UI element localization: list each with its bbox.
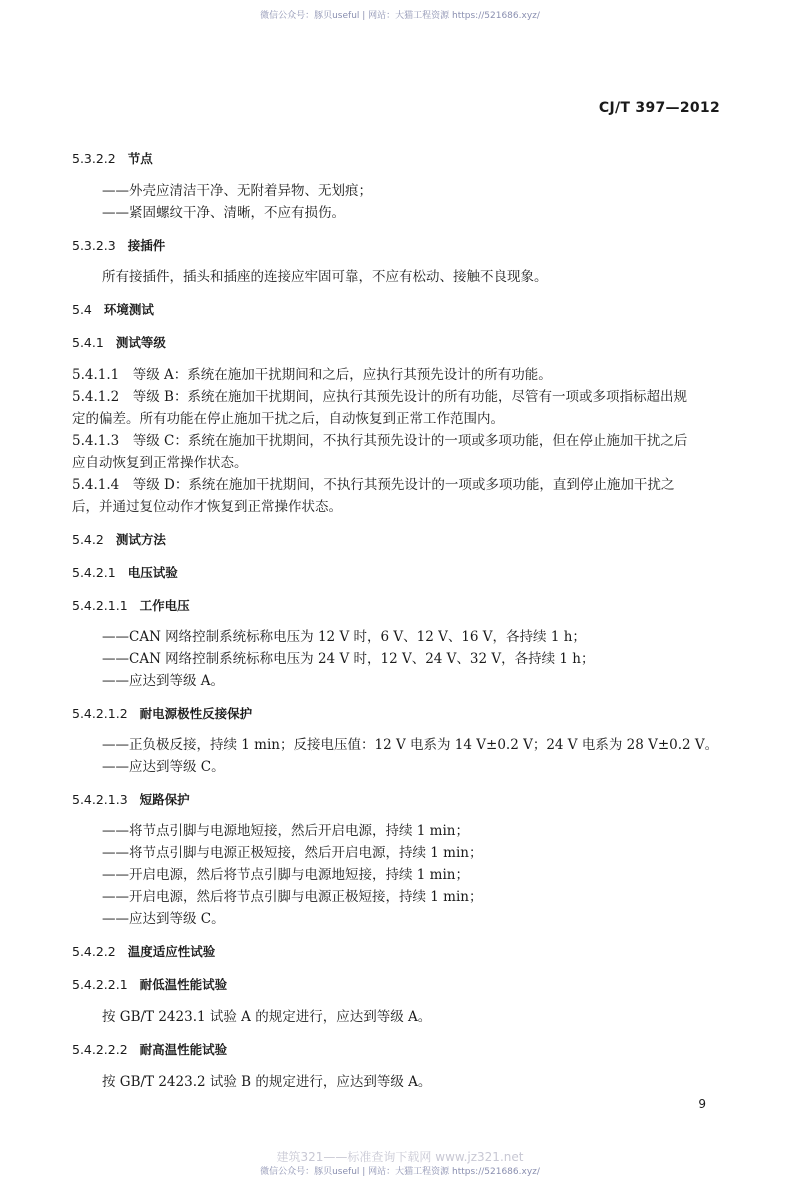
heading-5-3-2-3	[72, 237, 165, 255]
heading-5-4-2-1-3	[72, 791, 190, 809]
heading-title: 测试方法	[115, 532, 166, 547]
list-item: ——应达到等级 A。	[102, 673, 225, 689]
heading-number: 5.3.2.2	[72, 151, 116, 166]
heading-title: 环境测试	[103, 302, 154, 317]
heading-number: 5.4.1	[72, 335, 104, 350]
standard-number: CJ/T 397—2012	[598, 100, 720, 116]
heading-number: 5.4.2.1.1	[72, 598, 128, 613]
paragraph-5-4-1-4: 5.4.1.4 等级 D：系统在施加干扰期间，不执行其预先设计的一项或多项功能，直到停止施加干扰之	[72, 477, 675, 493]
heading-number: 5.4.2.2	[72, 944, 116, 959]
list-item: ——将节点引脚与电源地短接，然后开启电源，持续 1 min；	[102, 823, 469, 839]
paragraph: 按 GB/T 2423.2 试验 B 的规定进行，应达到等级 A。	[102, 1074, 432, 1090]
heading-title: 工作电压	[139, 598, 190, 613]
watermark-bottom: 微信公众号：豚贝useful | 网站：大猫工程资源 https://521686.xyz/	[260, 1167, 540, 1177]
heading-number: 5.3.2.3	[72, 238, 116, 253]
heading-5-4-2	[72, 531, 166, 549]
paragraph-5-4-1-2: 5.4.1.2 等级 B：系统在施加干扰期间，应执行其预先设计的所有功能，尽管有一项或多项指标超出规	[72, 389, 687, 405]
heading-number: 5.4.2	[72, 532, 104, 547]
heading-number: 5.4.2.1.3	[72, 792, 128, 807]
heading-title: 温度适应性试验	[127, 944, 216, 959]
list-item: ——应达到等级 C。	[102, 911, 225, 927]
heading-number: 5.4.2.1	[72, 565, 116, 580]
list-item: ——正负极反接，持续 1 min；反接电压值：12 V 电系为 14 V±0.2 V；24 V 电系为 28 V±0.2 V。	[102, 737, 719, 753]
heading-title: 测试等级	[115, 335, 166, 350]
page-number: 9	[698, 1097, 706, 1111]
watermark-top: 微信公众号：豚贝useful | 网站：大猫工程资源 https://521686.xyz/	[260, 11, 540, 21]
paragraph-5-4-1-3: 5.4.1.3 等级 C：系统在施加干扰期间，不执行其预先设计的一项或多项功能，但在停止施加干扰之后	[72, 433, 688, 449]
list-item: ——开启电源，然后将节点引脚与电源地短接，持续 1 min；	[102, 867, 469, 883]
heading-5-4-2-2-1	[72, 976, 227, 994]
list-item: ——CAN 网络控制系统标称电压为 24 V 时，12 V、24 V、32 V，各持续 1 h；	[102, 651, 595, 667]
heading-title: 耐电源极性反接保护	[139, 706, 253, 721]
heading-title: 耐高温性能试验	[139, 1042, 228, 1057]
paragraph: 按 GB/T 2423.1 试验 A 的规定进行，应达到等级 A。	[102, 1009, 432, 1025]
list-item: ——紧固螺纹干净、清晰，不应有损伤。	[102, 205, 345, 221]
paragraph-5-4-1-2-cont: 定的偏差。所有功能在停止施加干扰之后，自动恢复到正常工作范围内。	[72, 411, 504, 427]
paragraph-5-4-1-1: 5.4.1.1 等级 A：系统在施加干扰期间和之后，应执行其预先设计的所有功能。	[72, 367, 552, 383]
list-item: ——CAN 网络控制系统标称电压为 12 V 时，6 V、12 V、16 V，各持续 1 h；	[102, 629, 586, 645]
heading-number: 5.4.2.1.2	[72, 706, 128, 721]
heading-5-4	[72, 301, 154, 319]
paragraph: 所有接插件，插头和插座的连接应牢固可靠，不应有松动、接触不良现象。	[102, 269, 548, 285]
heading-title: 耐低温性能试验	[139, 977, 228, 992]
list-item: ——将节点引脚与电源正极短接，然后开启电源，持续 1 min；	[102, 845, 483, 861]
heading-title: 电压试验	[127, 565, 178, 580]
heading-5-4-1	[72, 334, 166, 352]
watermark-bottom-site: 建筑321——标准查询下载网 www.jz321.net	[276, 1150, 524, 1164]
paragraph-5-4-1-3-cont: 应自动恢复到正常操作状态。	[72, 455, 248, 471]
list-item: ——开启电源，然后将节点引脚与电源正极短接，持续 1 min；	[102, 889, 483, 905]
list-item: ——外壳应清洁干净、无附着异物、无划痕；	[102, 183, 372, 199]
heading-5-4-2-1-2	[72, 705, 252, 723]
list-item: ——应达到等级 C。	[102, 759, 225, 775]
paragraph-5-4-1-4-cont: 后，并通过复位动作才恢复到正常操作状态。	[72, 499, 342, 515]
heading-5-4-2-1	[72, 564, 178, 582]
heading-5-3-2-2	[72, 150, 153, 168]
heading-title: 节点	[127, 151, 153, 166]
heading-5-4-2-2	[72, 943, 215, 961]
heading-title: 短路保护	[139, 792, 190, 807]
heading-number: 5.4.2.2.1	[72, 977, 128, 992]
heading-5-4-2-2-2	[72, 1041, 227, 1059]
heading-number: 5.4	[72, 302, 92, 317]
heading-number: 5.4.2.2.2	[72, 1042, 128, 1057]
heading-title: 接插件	[127, 238, 166, 253]
heading-5-4-2-1-1	[72, 597, 190, 615]
